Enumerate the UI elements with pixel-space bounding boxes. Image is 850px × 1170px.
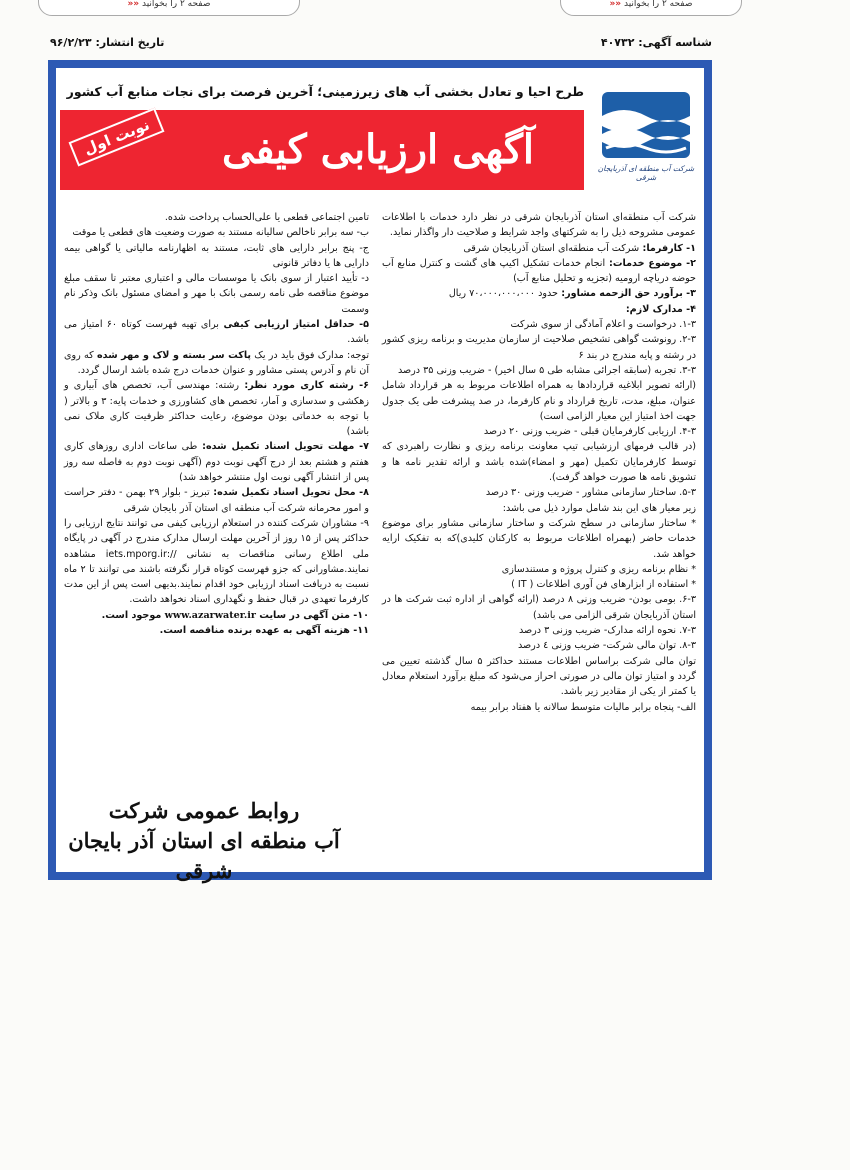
- ad-title: آگهی ارزیابی کیفی: [221, 126, 534, 173]
- paragraph: ۲- موضوع خدمات: انجام خدمات تشکیل اکیپ های گشت و کنترل منابع آب حوضه دریاچه ارومیه (تجزیه و تحلیل منابع آب): [382, 257, 696, 285]
- top-strip: [0, 0, 850, 22]
- signature: [64, 796, 344, 886]
- paragraph: ۷-۳. نحوه ارائه مدارک- ضریب وزنی ۳ درصد: [518, 625, 696, 637]
- paragraph: ۵-۳. ساختار سازمانی مشاور - ضریب وزنی ۳۰ درصد: [485, 487, 696, 499]
- page-reference-tab-right: صفحه ۲ را بخوانید ««: [560, 0, 742, 16]
- paragraph: ۲-۳. رونوشت گواهی تشخیص صلاحیت از سازمان مدیریت و برنامه ریزی کشور در رشته و پایه مندرج در بند ۶: [382, 334, 696, 361]
- paragraph: (ارائه تصویر ابلاغیه قراردادها به همراه اطلاعات مربوط به هر قرارداد شامل عنوان، مبلغ، مدت، تاریخ قرارداد و نام کارفرما، در صد پیشرفت طی یک جدول جهت اخذ امتیاز این معیار الزامی است): [382, 380, 696, 422]
- signature-line-1: روابط عمومی شرکت: [108, 798, 300, 823]
- paragraph: (در قالب فرمهای ارزشیابی تیپ معاونت برنامه ریزی و نظارت راهبردی که توسط کارفرمایان تکمیل (مهر و امضاء)شده باشد و ارائه تقدیر نامه ها و تشویق نامه ها صورت خواهد گرفت).: [382, 441, 696, 484]
- logo-caption: شرکت آب منطقه ای آذربایجان شرقی: [597, 164, 695, 182]
- paragraph: ج- پنج برابر دارایی های ثابت، مستند به اظهارنامه مالیاتی یا گواهی بیمه دارایی ها یا دفاتر قانونی: [64, 242, 369, 269]
- paragraph: شرکت آب منطقه‌ای استان آذربایجان شرقی در نظر دارد خدمات با اطلاعات عمومی مشروحه ذیل را به شرکتهای واجد شرایط و صلاحیت دار واگذار نماید.: [382, 212, 696, 239]
- company-logo: [596, 86, 696, 204]
- signature-line-2: آب منطقه ای استان آذر بایجان شرقی: [68, 828, 340, 883]
- paragraph: ۱۱- هزینه آگهی به عهده برنده مناقصه است.: [159, 625, 369, 637]
- right-column: [382, 210, 696, 715]
- first-round-stamp: نوبت اول: [69, 107, 165, 166]
- paragraph: * ساختار سازمانی در سطح شرکت و ساختار سازمانی مشاور برای موضوع خدمات حاضر (بهمراه اطلاعات مربوط به کارکنان کلیدی)که به تفکیک ارایه خواهد شد.: [382, 517, 696, 560]
- paragraph: توان مالی شرکت براساس اطلاعات مستند حداکثر ۵ سال گذشته تعیین می گردد و امتیاز توان مالی در صورتی احراز می‌شود که مبلغ برآورد استعلام معادل یا کمتر از یکی از مقادیر زیر باشد.: [382, 655, 696, 698]
- paragraph: ۶-۳. بومی بودن- ضریب وزنی ۸ درصد (ارائه گواهی از اداره ثبت شرکت ها در استان آذربایجان شرقی الزامی می باشد): [382, 594, 696, 621]
- paragraph: توجه: مدارک فوق باید در یک پاکت سر بسته و لاک و مهر شده که روی آن نام و آدرس پستی مشاور و عنوان خدمات درج شده باشد ارسال گردد.: [64, 349, 369, 376]
- publish-date: تاریخ انتشار: ۹۶/۲/۲۳: [50, 36, 165, 49]
- paragraph: الف- پنجاه برابر مالیات متوسط سالانه یا هفتاد برابر بیمه: [470, 701, 696, 713]
- ad-meta: [50, 36, 712, 54]
- paragraph: ۸-۳. توان مالی شرکت- ضریب وزنی ٤ درصد: [518, 640, 696, 652]
- ad-id: شناسه آگهی: ۴۰۷۳۲: [600, 36, 712, 49]
- paragraph: ۴-۳. ارزیابی کارفرمایان قبلی - ضریب وزنی ۲۰ درصد: [483, 426, 696, 438]
- paragraph: ۴- مدارک لازم:: [625, 303, 696, 315]
- paragraph: د- تأیید اعتبار از سوی بانک یا موسسات مالی و اعتباری معتبر تا سقف مبلغ موضوع مناقصه طی نامه رسمی بانک با مهر و امضای مسئول بانک وذکر نام وسمت: [64, 273, 369, 315]
- paragraph: ب- سه برابر ناخالص سالیانه مستند به صورت وضعیت های قطعی یا موقت: [72, 227, 369, 239]
- left-column: [64, 210, 369, 638]
- page-reference-tab-left: صفحه ۲ را بخوانید ««: [38, 0, 300, 16]
- paragraph: * استفاده از ابزارهای فن آوری اطلاعات ( IT ): [511, 579, 696, 591]
- paragraph: * نظام برنامه ریزی و کنترل پروژه و مستندسازی: [501, 563, 696, 575]
- paragraph: تامین اجتماعی قطعی یا علی‌الحساب پرداخت شده.: [164, 212, 369, 223]
- paragraph: ۱-۳. درخواست و اعلام آمادگی از سوی شرکت: [510, 319, 696, 331]
- paragraph: ۱۰- متن آگهی در سایت www.azarwater.ir موجود است.: [101, 609, 369, 621]
- paragraph: ۸- محل تحویل اسناد تکمیل شده: تبریز - بلوار ۲۹ بهمن - دفتر حراست و امور محرمانه شرکت آب منطقه ای استان آذر بایجان شرقی: [64, 487, 369, 514]
- headline: طرح احیا و تعادل بخشی آب های زیرزمینی؛ آخرین فرصت برای نجات منابع آب کشور: [66, 84, 584, 99]
- paragraph: ۳-۳. تجربه (سابقه اجرائی مشابه طی ۵ سال اخیر) - ضریب وزنی ۳۵ درصد: [397, 364, 696, 376]
- paragraph: ۵- حداقل امتیاز ارزیابی کیفی برای تهیه فهرست کوتاه ۶۰ امتیاز می باشد.: [64, 319, 369, 346]
- ad-body: [56, 68, 704, 883]
- paragraph: ۳- برآورد حق الزحمه مشاور: حدود ۷۰،۰۰۰،۰۰۰،۰۰۰ ریال: [448, 288, 696, 300]
- paragraph: زیر معیار های این بند شامل موارد ذیل می باشد:: [502, 502, 696, 514]
- paragraph: ۷- مهلت تحویل اسناد تکمیل شده: طی ساعات اداری روزهای کاری هفتم و هشتم بعد از درج آگهی نوبت دوم (آگهی نوبت دوم به فاصله سه روز پس از انتشار آگهی نوبت اول منتشر خواهد شد): [64, 441, 369, 484]
- paragraph: ۶- رشته کاری مورد نظر: رشته: مهندسی آب، تخصص های آبیاری و زهکشی و سدسازی و آمار، تخصص های کشاورزی و خدمات پایه: ۳ و بالاتر ( با توجه به خدماتی بودن موضوع، رعایت حداکثر ظرفیت کاری ملاک نمی باشد): [64, 380, 369, 438]
- paragraph: ۹- مشاوران شرکت کننده در استعلام ارزیابی کیفی می توانند نتایج ارزیابی را حداکثر پس از ۱۵ روز از آخرین مهلت ارسال مدارک مندرج در آگهی در پایگاه ملی اطلاع رسانی مناقصات به نشانی //:iets.mporg.ir مشاهده نمایند.مشاورانی که جزو فهرست کوتاه قرار نگرفته باشند می توانند تا ۲ ماه نسبت به دریافت اسناد ارزیابی خود اقدام نمایند.بدیهی است پس از این مدت کارفرما تعهدی در قبال حفظ و نگهداری اسناد نخواهد داشت.: [64, 517, 370, 606]
- water-wave-icon: [596, 86, 696, 204]
- title-banner: [60, 110, 584, 190]
- paragraph: ۱- کارفرما: شرکت آب منطقه‌ای استان آذربایجان شرقی: [463, 242, 696, 254]
- ad-frame: [48, 60, 712, 883]
